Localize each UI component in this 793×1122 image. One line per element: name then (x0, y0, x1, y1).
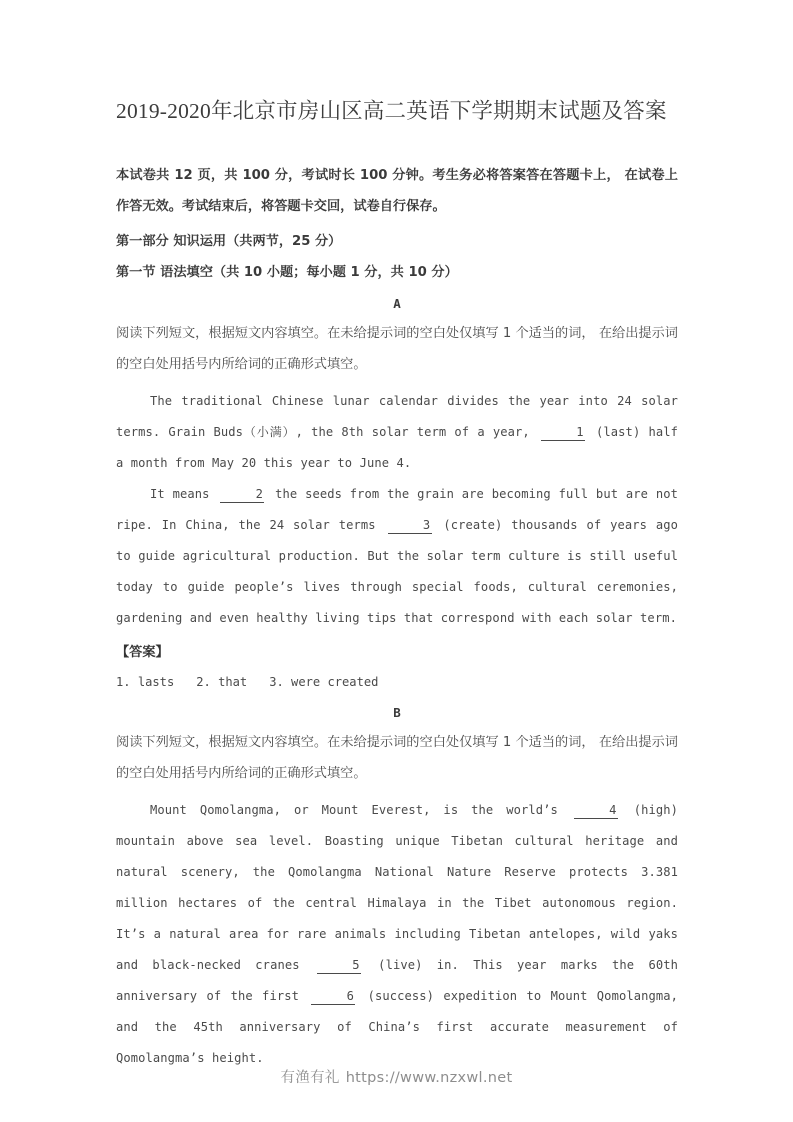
passage-text: (last) half a month from May 20 this year to June 4. (116, 425, 678, 470)
answer-label-a: 【答案】 (116, 645, 169, 660)
passage-b-paragraph-1 (116, 795, 678, 1074)
passage-a-directions: 阅读下列短文，根据短文内容填空。在未给提示词的空白处仅填写 1 个适当的词， 在给出提示词的空白处用括号内所给词的正确形式填空。 (116, 326, 678, 372)
answer-blank-3[interactable]: 3 (388, 517, 432, 534)
answer-list-a (116, 668, 678, 697)
answer-item: 1. lasts (116, 675, 175, 689)
answer-item: 2. that (196, 675, 248, 689)
answer-blank-6[interactable]: 6 (311, 988, 355, 1005)
document-content (116, 96, 678, 1074)
passage-text: Mount Qomolangma, or Mount Everest, is the world’s (150, 803, 571, 817)
answer-blank-5[interactable]: 5 (317, 957, 361, 974)
passage-text: (create) thousands of years ago to guide agricultural production. But the solar term culture is still useful today to guide people’s lives through special foods, cultural ceremonies, gardening and even healthy living tips that correspond with each solar term. (116, 518, 678, 625)
page-title: 2019-2020年北京市房山区高二英语下学期期末试题及答案 (116, 99, 667, 123)
answer-blank-1[interactable]: 1 (541, 424, 585, 441)
passage-text: (live) in. This year marks the 60th anniversary of the first (116, 958, 678, 1003)
passage-text: the seeds from the grain are becoming full but are not ripe. In China, the 24 solar terms (116, 487, 678, 532)
part-heading: 第一部分 知识运用（共两节，25 分） (116, 234, 342, 249)
footer-watermark (0, 1066, 793, 1087)
passage-a-paragraph-2 (116, 479, 678, 634)
answer-blank-4[interactable]: 4 (574, 802, 618, 819)
passage-text: (high) mountain above sea level. Boasting unique Tibetan cultural heritage and natural scenery, the Qomolangma National Nature Reserve protects 3.381 million hectares of the central Himalaya in the Tibet autonomous region. It’s a natural area for rare animals including Tibetan antelopes, wild yaks and black-necked cranes (116, 803, 678, 972)
passage-a-paragraph-1 (116, 386, 678, 479)
exam-instructions: 本试卷共 12 页，共 100 分，考试时长 100 分钟。考生务必将答案答在答题卡上， 在试卷上作答无效。考试结束后，将答题卡交回，试卷自行保存。 (116, 168, 678, 214)
watermark-url: https://www.nzxwl.net (345, 1070, 513, 1086)
passage-b-directions: 阅读下列短文，根据短文内容填空。在未给提示词的空白处仅填写 1 个适当的词， 在给出提示词的空白处用括号内所给词的正确形式填空。 (116, 735, 678, 781)
answer-item: 3. were created (269, 675, 379, 689)
watermark-brand: 有渔有礼 (280, 1070, 340, 1086)
section-heading: 第一节 语法填空（共 10 小题；每小题 1 分，共 10 分） (116, 265, 458, 280)
passage-b (116, 699, 678, 1074)
passage-text: It means (150, 487, 218, 501)
passage-text: (success) expedition to Mount Qomolangma, and the 45th anniversary of China’s first accurate measurement of Qomolangma’s height. (116, 989, 678, 1065)
passage-letter-b: B (393, 705, 401, 720)
answer-blank-2[interactable]: 2 (220, 486, 264, 503)
passage-text: The traditional Chinese lunar calendar divides the year into 24 solar terms. Grain Buds（小满）, the 8th solar term of a year, (116, 394, 678, 439)
passage-letter-a: A (393, 296, 401, 311)
passage-a (116, 290, 678, 697)
